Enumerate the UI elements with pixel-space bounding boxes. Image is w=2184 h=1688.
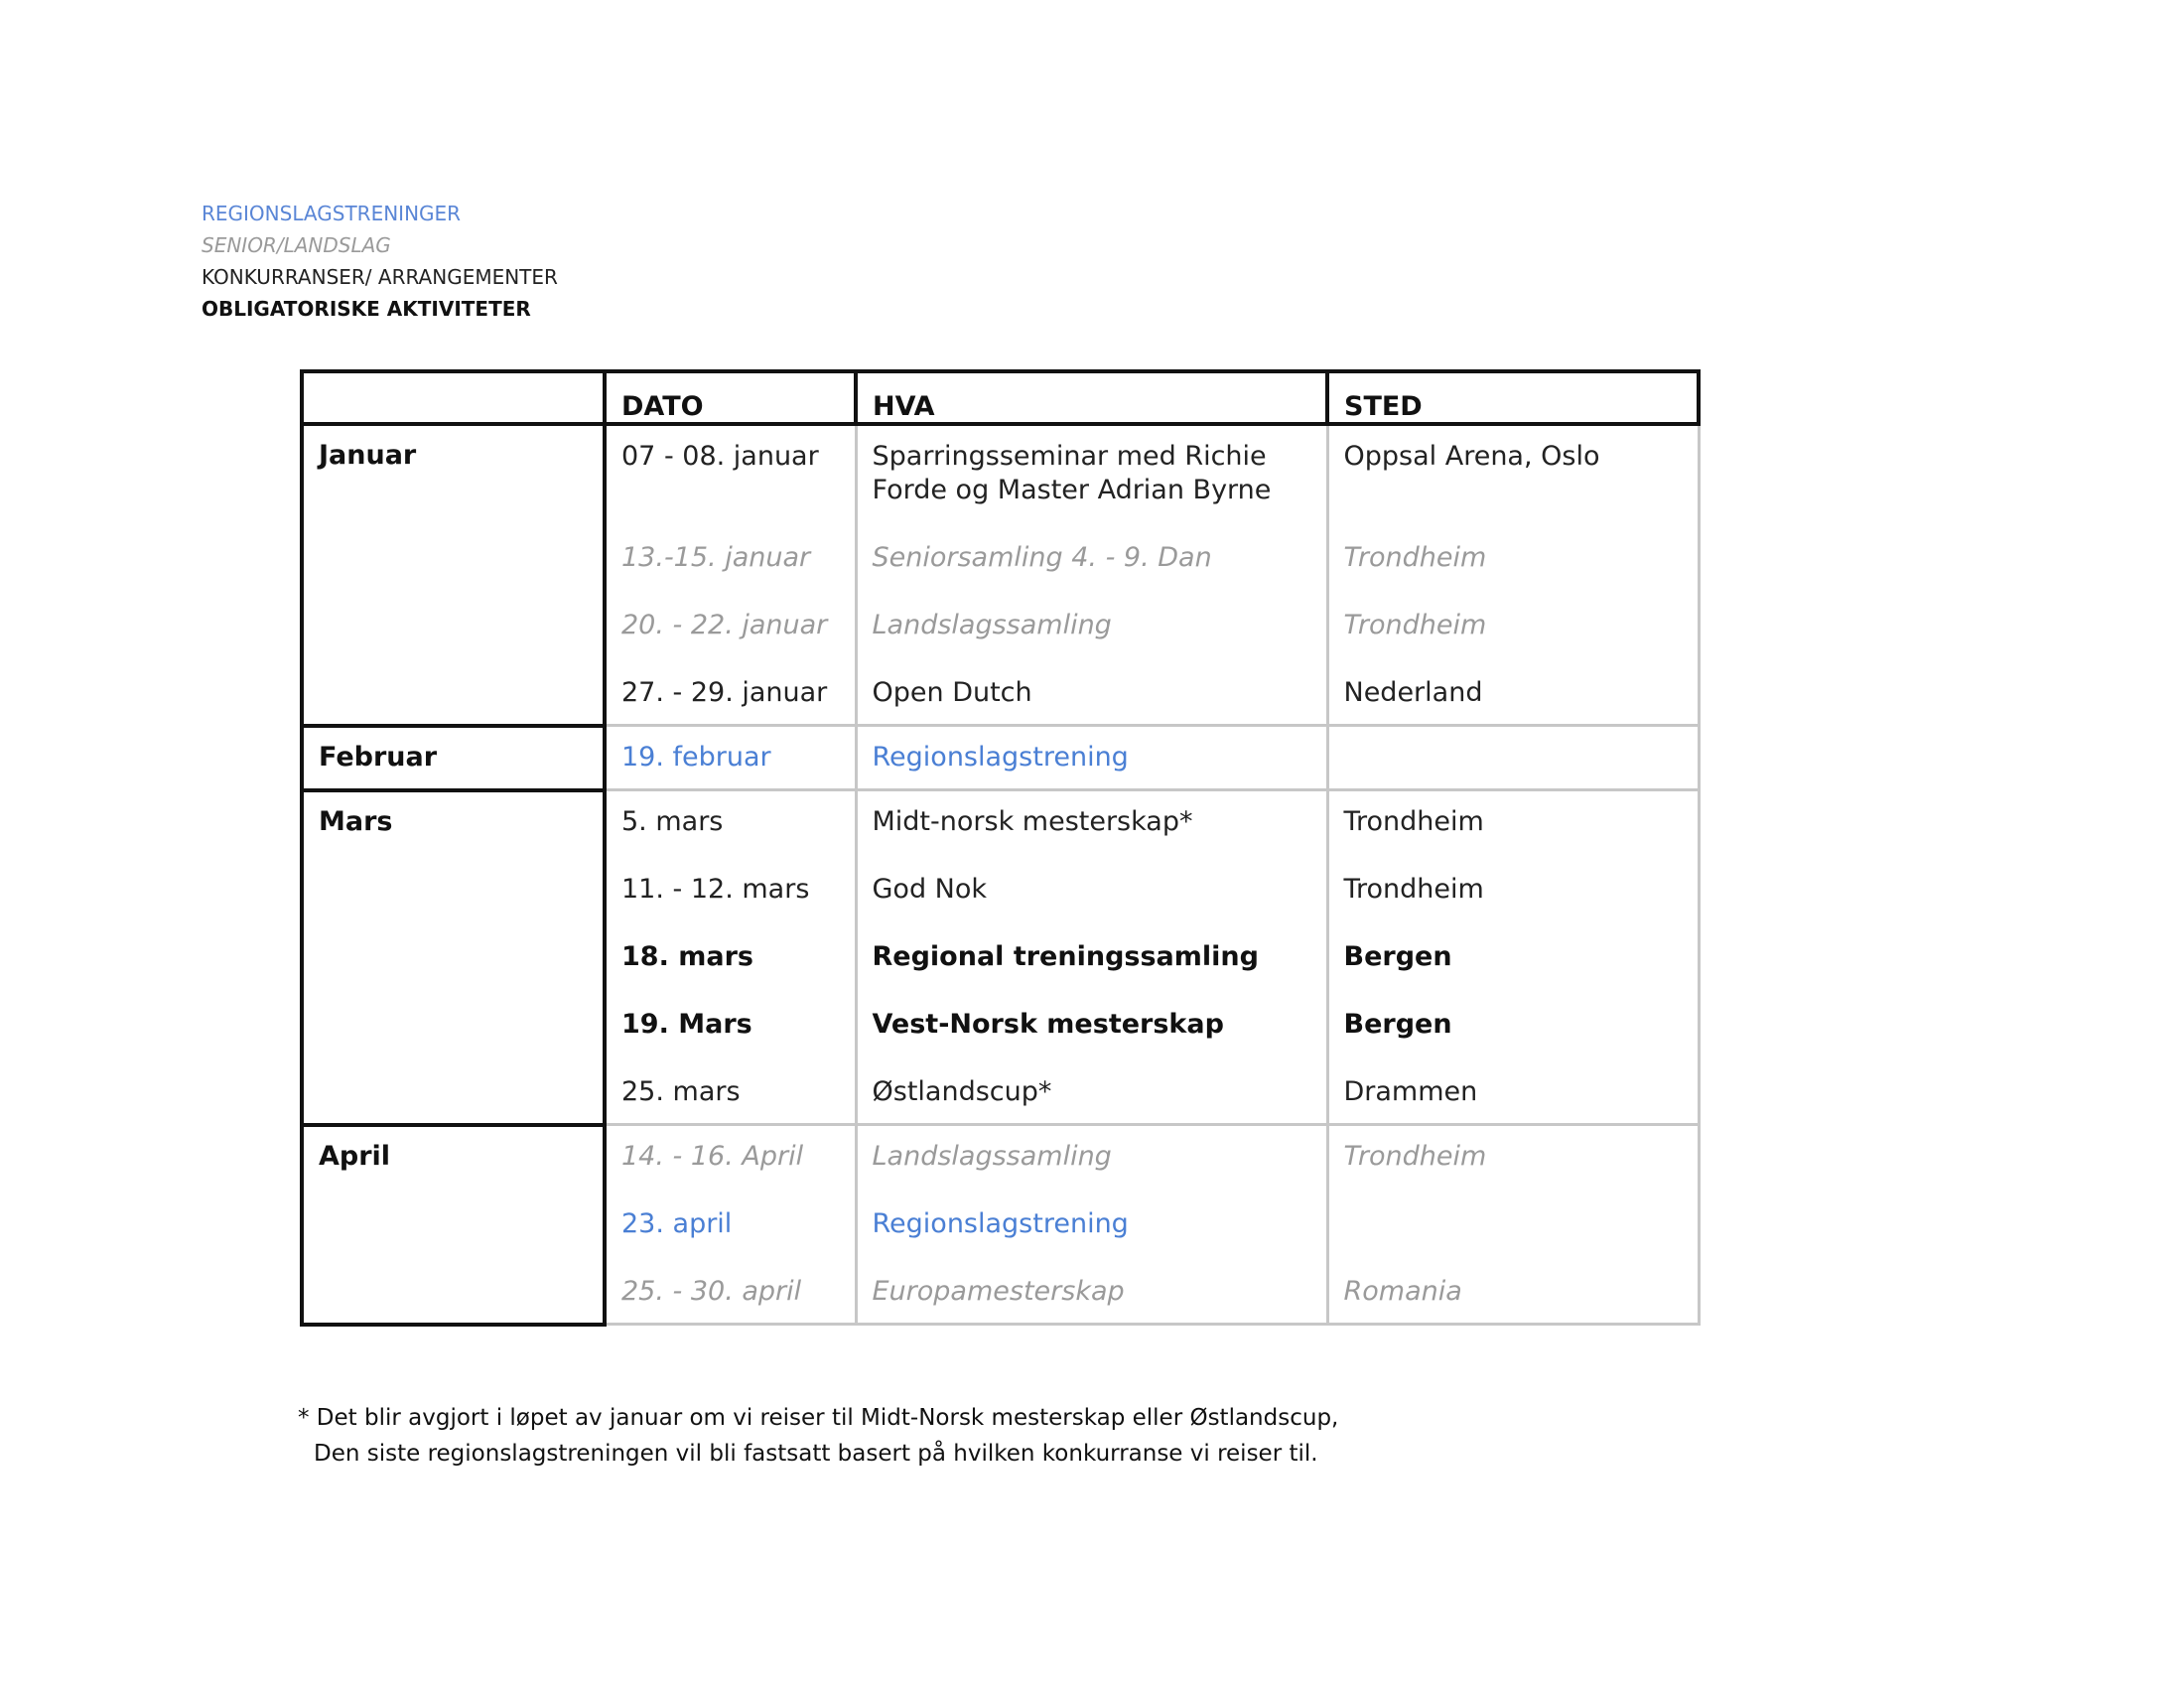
legend-regions: REGIONSLAGSTRENINGER — [202, 202, 462, 225]
entry-date: 5. mars — [621, 806, 724, 837]
month-name: Februar — [302, 726, 605, 790]
entry-place: Trondheim — [1343, 806, 1484, 837]
entry-what: Regionslagstrening — [872, 1208, 1129, 1239]
date-cell — [605, 726, 856, 790]
month-row — [302, 726, 1699, 790]
legend-senior: SENIOR/LANDSLAG — [202, 233, 391, 257]
entry-place: Trondheim — [1343, 610, 1487, 640]
footnote — [298, 1400, 1338, 1472]
header-place: STED — [1327, 371, 1699, 424]
entry-date: 19. februar — [621, 742, 771, 773]
place-cell — [1327, 790, 1699, 1125]
month-name: Januar — [302, 424, 605, 726]
entry-what: Regionslagstrening — [872, 742, 1129, 773]
date-cell — [605, 790, 856, 1125]
what-cell — [856, 726, 1327, 790]
entry-place: Trondheim — [1343, 874, 1484, 905]
entry-date: 13.-15. januar — [621, 542, 811, 573]
entry-place: Drammen — [1343, 1076, 1478, 1107]
entry-place — [1344, 741, 1683, 788]
footnote-line-2: Den siste regionslagstreningen vil bli fastsatt basert på hvilken konkurranse vi reiser til. — [314, 1441, 1318, 1467]
entry-what: Europamesterskap — [872, 1276, 1125, 1307]
entry-what: Landslagssamling — [872, 1141, 1112, 1172]
footnote-line-1: * Det blir avgjort i løpet av januar om vi reiser til Midt-Norsk mesterskap eller Østlandscup, — [298, 1405, 1339, 1431]
entry-place: Bergen — [1343, 941, 1452, 972]
legend-konkurranser: KONKURRANSER/ ARRANGEMENTER — [202, 265, 558, 289]
entry-what: God Nok — [872, 874, 988, 905]
entry-place: Oppsal Arena, Oslo — [1343, 441, 1600, 472]
date-cell — [605, 1125, 856, 1325]
entry-what: Landslagssamling — [872, 610, 1112, 640]
entry-date: 23. april — [621, 1208, 733, 1239]
entry-what: Seniorsamling 4. - 9. Dan — [872, 542, 1212, 573]
entry-place — [1344, 1207, 1683, 1275]
header-date: DATO — [605, 371, 856, 424]
entry-date: 18. mars — [621, 941, 753, 972]
place-cell — [1327, 424, 1699, 726]
what-cell — [856, 1125, 1327, 1325]
entry-date: 20. - 22. januar — [621, 610, 828, 640]
entry-what: Regional treningssamling — [872, 941, 1259, 972]
entry-place: Trondheim — [1343, 542, 1487, 573]
entry-date: 25. mars — [621, 1076, 741, 1107]
header-what: HVA — [856, 371, 1327, 424]
date-cell — [605, 424, 856, 726]
entry-date: 11. - 12. mars — [621, 874, 810, 905]
what-cell — [856, 790, 1327, 1125]
month-row — [302, 790, 1699, 1125]
legend-obligatoriske: OBLIGATORISKE AKTIVITETER — [202, 297, 531, 321]
schedule-body — [302, 424, 1699, 1325]
entry-what: Sparringsseminar med Richie Forde og Master Adrian Byrne — [872, 441, 1272, 505]
entry-what: Midt-norsk mesterskap* — [872, 806, 1193, 837]
month-row — [302, 1125, 1699, 1325]
header-month — [302, 371, 605, 424]
entry-what: Vest-Norsk mesterskap — [872, 1009, 1224, 1040]
what-cell — [856, 424, 1327, 726]
entry-what: Østlandscup* — [872, 1076, 1052, 1107]
entry-place: Bergen — [1343, 1009, 1452, 1040]
place-cell — [1327, 1125, 1699, 1325]
entry-place: Romania — [1343, 1276, 1462, 1307]
entry-date: 14. - 16. April — [621, 1141, 804, 1172]
entry-date: 27. - 29. januar — [621, 677, 828, 708]
entry-date: 25. - 30. april — [621, 1276, 802, 1307]
month-name: April — [302, 1125, 605, 1325]
entry-place: Trondheim — [1343, 1141, 1487, 1172]
category-legend — [202, 198, 558, 325]
month-name: Mars — [302, 790, 605, 1125]
entry-date: 19. Mars — [621, 1009, 752, 1040]
header-row — [302, 371, 1699, 424]
schedule-table — [300, 369, 1701, 1327]
month-row — [302, 424, 1699, 726]
entry-what: Open Dutch — [872, 677, 1032, 708]
entry-place: Nederland — [1343, 677, 1483, 708]
place-cell — [1327, 726, 1699, 790]
entry-date: 07 - 08. januar — [621, 441, 819, 472]
